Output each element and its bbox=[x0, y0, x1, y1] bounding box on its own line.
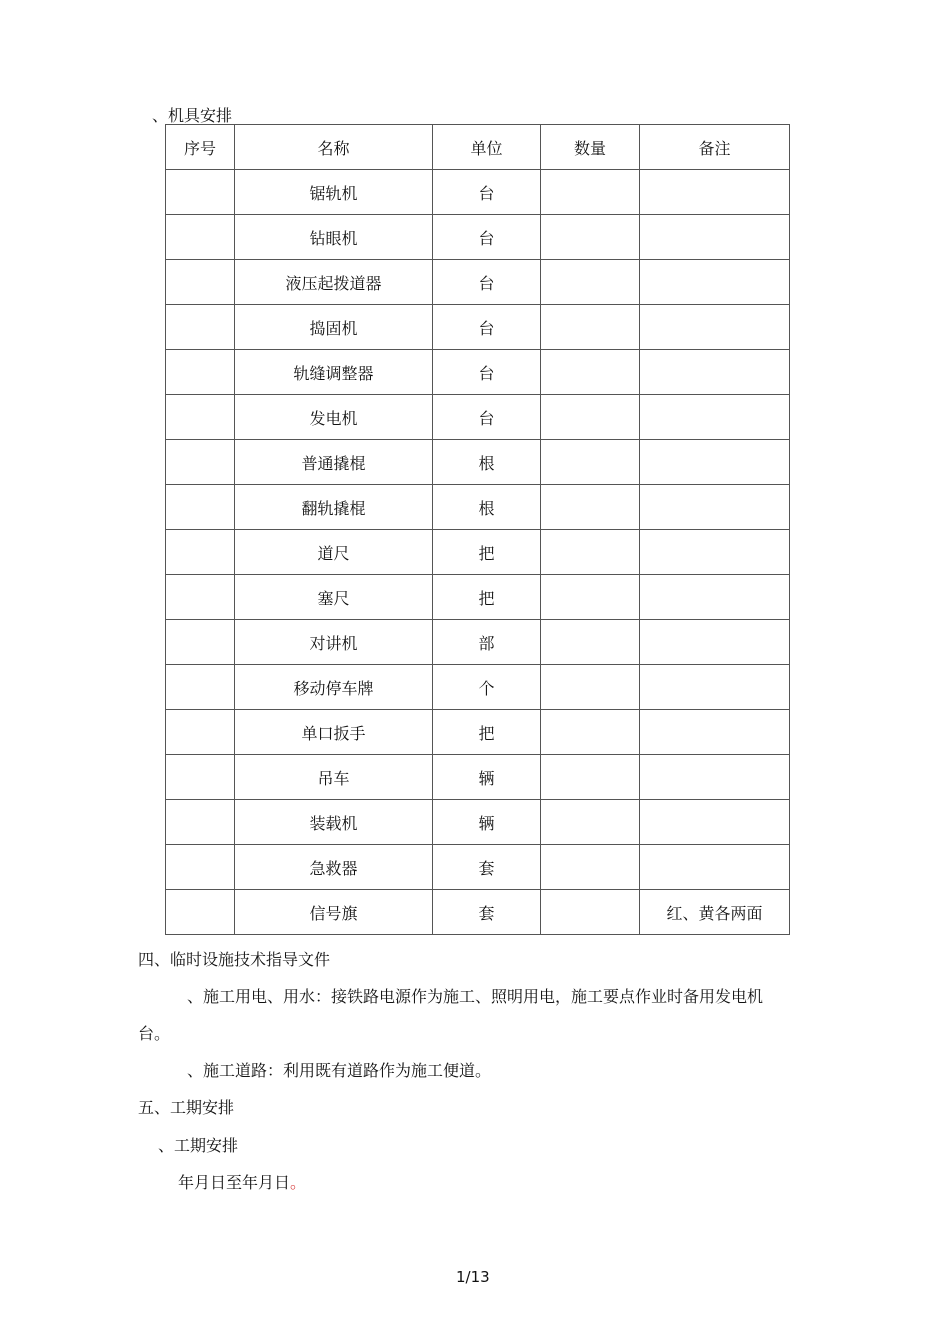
section4-para1-line2: 台。 bbox=[138, 1024, 171, 1043]
header-note: 备注 bbox=[640, 125, 790, 170]
section4-title: 四、临时设施技术指导文件 bbox=[138, 950, 331, 969]
cell-qty bbox=[541, 620, 640, 665]
cell-name: 道尺 bbox=[235, 530, 433, 575]
table-row bbox=[166, 395, 790, 440]
cell-unit: 根 bbox=[433, 485, 541, 530]
cell-seq bbox=[166, 530, 235, 575]
cell-seq bbox=[166, 260, 235, 305]
cell-qty bbox=[541, 800, 640, 845]
cell-name: 吊车 bbox=[235, 755, 433, 800]
cell-qty bbox=[541, 845, 640, 890]
cell-unit: 台 bbox=[433, 350, 541, 395]
header-unit: 单位 bbox=[433, 125, 541, 170]
header-seq: 序号 bbox=[166, 125, 235, 170]
cell-seq bbox=[166, 575, 235, 620]
cell-unit: 台 bbox=[433, 170, 541, 215]
cell-name: 发电机 bbox=[235, 395, 433, 440]
cell-unit: 套 bbox=[433, 890, 541, 935]
table-row bbox=[166, 665, 790, 710]
cell-seq bbox=[166, 215, 235, 260]
cell-qty bbox=[541, 530, 640, 575]
cell-name: 信号旗 bbox=[235, 890, 433, 935]
cell-seq bbox=[166, 800, 235, 845]
cell-unit: 台 bbox=[433, 260, 541, 305]
cell-seq bbox=[166, 305, 235, 350]
cell-qty bbox=[541, 485, 640, 530]
cell-qty bbox=[541, 350, 640, 395]
cell-unit: 根 bbox=[433, 440, 541, 485]
cell-unit: 辆 bbox=[433, 755, 541, 800]
cell-qty bbox=[541, 170, 640, 215]
section5-subtitle: 、工期安排 bbox=[158, 1136, 239, 1155]
cell-note bbox=[640, 575, 790, 620]
cell-seq bbox=[166, 755, 235, 800]
schedule-text: 年月日至年月日 bbox=[178, 1173, 291, 1192]
cell-qty bbox=[541, 710, 640, 755]
cell-note bbox=[640, 305, 790, 350]
cell-qty bbox=[541, 305, 640, 350]
cell-name: 装载机 bbox=[235, 800, 433, 845]
cell-name: 液压起拨道器 bbox=[235, 260, 433, 305]
cell-note bbox=[640, 530, 790, 575]
cell-seq bbox=[166, 440, 235, 485]
cell-qty bbox=[541, 260, 640, 305]
cell-name: 对讲机 bbox=[235, 620, 433, 665]
cell-seq bbox=[166, 395, 235, 440]
cell-qty bbox=[541, 890, 640, 935]
cell-note bbox=[640, 260, 790, 305]
cell-unit: 辆 bbox=[433, 800, 541, 845]
cell-note bbox=[640, 215, 790, 260]
cell-note bbox=[640, 710, 790, 755]
cell-name: 移动停车牌 bbox=[235, 665, 433, 710]
header-name: 名称 bbox=[235, 125, 433, 170]
cell-name: 单口扳手 bbox=[235, 710, 433, 755]
section4-para2: 、施工道路：利用既有道路作为施工便道。 bbox=[187, 1061, 492, 1080]
cell-note bbox=[640, 350, 790, 395]
header-qty: 数量 bbox=[541, 125, 640, 170]
cell-qty bbox=[541, 665, 640, 710]
cell-seq bbox=[166, 665, 235, 710]
cell-seq bbox=[166, 890, 235, 935]
cell-note bbox=[640, 485, 790, 530]
schedule-end-mark: 。 bbox=[290, 1173, 307, 1192]
cell-name: 翻轨撬棍 bbox=[235, 485, 433, 530]
page-number: 1/13 bbox=[456, 1268, 490, 1286]
table-row bbox=[166, 170, 790, 215]
table-row bbox=[166, 530, 790, 575]
cell-name: 普通撬棍 bbox=[235, 440, 433, 485]
cell-name: 捣固机 bbox=[235, 305, 433, 350]
cell-qty bbox=[541, 395, 640, 440]
table-row bbox=[166, 845, 790, 890]
cell-qty bbox=[541, 440, 640, 485]
equipment-table-body bbox=[166, 125, 790, 935]
cell-note bbox=[640, 665, 790, 710]
equipment-table bbox=[165, 124, 790, 935]
cell-name: 塞尺 bbox=[235, 575, 433, 620]
cell-unit: 部 bbox=[433, 620, 541, 665]
equipment-section-title: 、机具安排 bbox=[152, 106, 233, 125]
table-row bbox=[166, 755, 790, 800]
table-row bbox=[166, 620, 790, 665]
cell-seq bbox=[166, 845, 235, 890]
cell-unit: 个 bbox=[433, 665, 541, 710]
cell-seq bbox=[166, 710, 235, 755]
cell-unit: 台 bbox=[433, 215, 541, 260]
section4-para1-line1: 、施工用电、用水：接铁路电源作为施工、照明用电，施工要点作业时备用发电机 bbox=[187, 987, 764, 1006]
table-row bbox=[166, 800, 790, 845]
cell-name: 轨缝调整器 bbox=[235, 350, 433, 395]
cell-note bbox=[640, 440, 790, 485]
cell-seq bbox=[166, 620, 235, 665]
cell-qty bbox=[541, 575, 640, 620]
table-row bbox=[166, 575, 790, 620]
cell-note bbox=[640, 170, 790, 215]
table-row bbox=[166, 440, 790, 485]
cell-unit: 台 bbox=[433, 395, 541, 440]
table-row bbox=[166, 215, 790, 260]
cell-note bbox=[640, 395, 790, 440]
cell-unit: 把 bbox=[433, 575, 541, 620]
cell-unit: 把 bbox=[433, 530, 541, 575]
cell-note bbox=[640, 620, 790, 665]
cell-note: 红、黄各两面 bbox=[640, 890, 790, 935]
table-row bbox=[166, 305, 790, 350]
cell-seq bbox=[166, 485, 235, 530]
cell-note bbox=[640, 800, 790, 845]
cell-name: 锯轨机 bbox=[235, 170, 433, 215]
cell-unit: 套 bbox=[433, 845, 541, 890]
cell-name: 钻眼机 bbox=[235, 215, 433, 260]
cell-seq bbox=[166, 350, 235, 395]
table-row bbox=[166, 350, 790, 395]
table-row bbox=[166, 260, 790, 305]
cell-note bbox=[640, 755, 790, 800]
cell-note bbox=[640, 845, 790, 890]
table-row bbox=[166, 890, 790, 935]
cell-name: 急救器 bbox=[235, 845, 433, 890]
cell-unit: 台 bbox=[433, 305, 541, 350]
cell-qty bbox=[541, 215, 640, 260]
cell-seq bbox=[166, 170, 235, 215]
table-row bbox=[166, 710, 790, 755]
table-header-row bbox=[166, 125, 790, 170]
schedule-line bbox=[178, 1175, 306, 1191]
cell-qty bbox=[541, 755, 640, 800]
cell-unit: 把 bbox=[433, 710, 541, 755]
section5-title: 五、工期安排 bbox=[138, 1098, 235, 1117]
table-row bbox=[166, 485, 790, 530]
